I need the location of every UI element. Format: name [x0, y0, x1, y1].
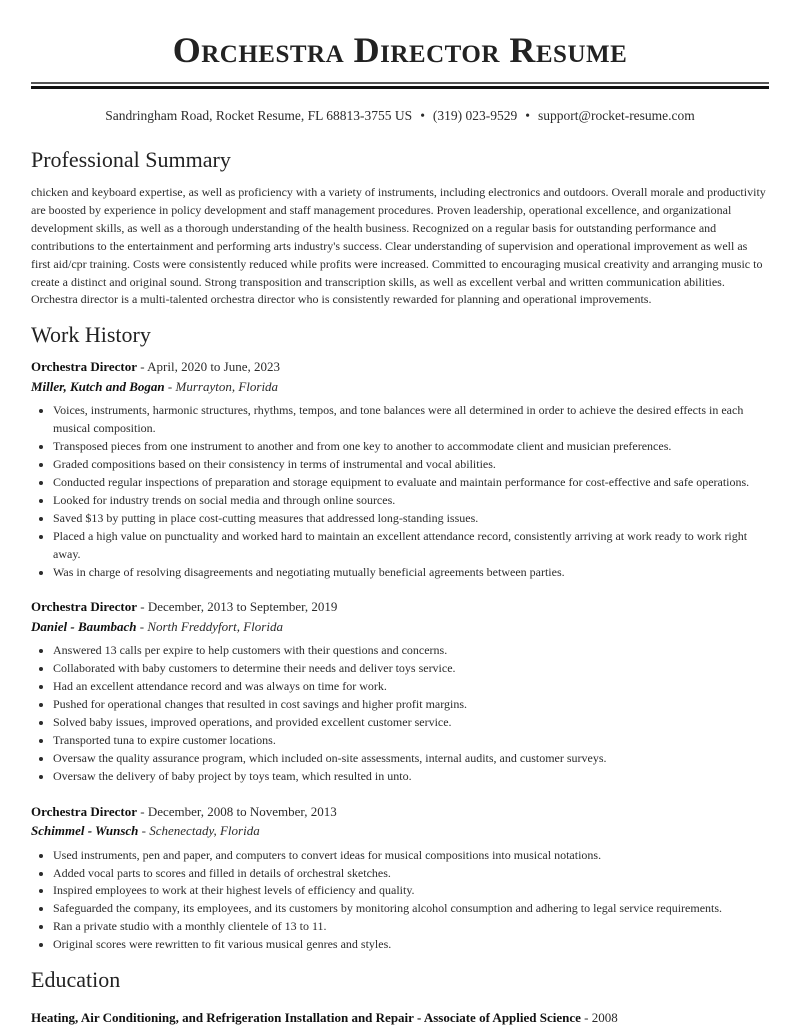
job-location: North Freddyfort, Florida — [147, 618, 283, 634]
job-bullet: • Transposed pieces from one instrument to another and from one key to another to accommodate client and musician preferences. — [53, 438, 769, 456]
job-bullet: • Added vocal parts to scores and filled in details of orchestral sketches. — [53, 865, 769, 883]
job-bullet: • Transported tuna to expire customer locations. — [53, 732, 769, 750]
job-entry — [31, 597, 769, 785]
employer-line — [31, 821, 769, 841]
work-history-list — [31, 357, 769, 954]
dash-separator: - — [580, 1010, 592, 1026]
bullet-separator: • — [420, 108, 425, 123]
dash-separator: - — [136, 618, 148, 634]
rule-thin — [31, 82, 769, 84]
header-double-rule — [31, 82, 769, 89]
education-list — [31, 1008, 769, 1027]
job-bullet: • Solved baby issues, improved operations, and provided excellent customer service. — [53, 714, 769, 732]
section-heading-summary: Professional Summary — [31, 147, 231, 172]
job-bullet: • Voices, instruments, harmonic structures, rhythms, tempos, and tone balances were all determined in order to achieve the desired effects in each musical composition. — [53, 402, 769, 438]
employer-line — [31, 377, 769, 397]
section-heading-work-history: Work History — [31, 322, 151, 348]
job-bullet: • Ran a private studio with a monthly clientele of 13 to 11. — [53, 918, 769, 936]
employer-name: Daniel - Baumbach — [31, 618, 137, 634]
contact-email: support@rocket-resume.com — [538, 108, 695, 123]
resume-title: Orchestra Director Resume — [172, 30, 628, 70]
rule-thick — [31, 86, 769, 89]
dash-separator: - — [164, 378, 176, 394]
job-title: Orchestra Director — [31, 803, 137, 819]
job-bullet: • Collaborated with baby customers to determine their needs and deliver toys service. — [53, 660, 769, 678]
job-bullets — [31, 642, 769, 785]
employer-line — [31, 617, 769, 637]
job-bullet: • Used instruments, pen and paper, and computers to convert ideas for musical compositions into musical notations. — [53, 847, 769, 865]
job-bullet: • Saved $13 by putting in place cost-cutting measures that addressed long-standing issues. — [53, 510, 769, 528]
dash-separator: - — [413, 1010, 424, 1026]
job-location: Murrayton, Florida — [175, 378, 279, 394]
dash-separator: - — [137, 803, 148, 819]
job-bullets — [31, 847, 769, 954]
job-dates: December, 2008 to November, 2013 — [147, 803, 337, 819]
job-entry — [31, 357, 769, 581]
job-bullet: • Placed a high value on punctuality and worked hard to maintain an excellent attendance record, consistently arriving at work ready to work right away. — [53, 528, 769, 564]
contact-phone: (319) 023-9529 — [432, 108, 518, 123]
education-entry — [31, 1008, 769, 1027]
job-title: Orchestra Director — [31, 359, 137, 375]
job-bullet: • Pushed for operational changes that resulted in cost savings and higher profit margins. — [53, 696, 769, 714]
job-bullet: • Looked for industry trends on social media and through online sources. — [53, 492, 769, 510]
job-bullet: • Graded compositions based on their consistency in terms of instrumental and vocal abilities. — [53, 456, 769, 474]
job-title-line — [31, 597, 769, 617]
education-program: Heating, Air Conditioning, and Refrigeration Installation and Repair — [31, 1010, 414, 1026]
job-location: Schenectady, Florida — [149, 823, 260, 839]
job-dates: December, 2013 to September, 2019 — [147, 599, 338, 615]
job-title: Orchestra Director — [31, 599, 137, 615]
job-bullets — [31, 402, 769, 581]
job-bullet: • Safeguarded the company, its employees, and its customers by monitoring alcohol consumption and adhering to legal service requirements. — [53, 900, 769, 918]
education-degree: Associate of Applied Science — [423, 1010, 581, 1026]
job-bullet: • Was in charge of resolving disagreements and negotiating mutually beneficial agreements between parties. — [53, 564, 769, 582]
job-title-line — [31, 802, 769, 822]
employer-name: Schimmel - Wunsch — [31, 823, 139, 839]
job-bullet: • Conducted regular inspections of preparation and storage equipment to evaluate and maintain performance for cost-effective and safe operations. — [53, 474, 769, 492]
job-bullet: • Had an excellent attendance record and was always on time for work. — [53, 678, 769, 696]
education-year: 2008 — [591, 1010, 618, 1026]
section-heading-education: Education — [31, 967, 121, 993]
summary-text: chicken and keyboard expertise, as well as proficiency with a variety of instruments, including electronics and outdoors. Overall morale and productivity are boosted by experience in policy development and staff management procedures. Proven leadership, operational excellence, and organizational development skills, as well as a thorough understanding of the health business. Recognized on a regular basis for outstanding performance and contributions to the entertainment and performing arts industry's success. Clear understanding of supervision and operational improvement as well as first aid/cpr training. Costs were consistently reduced while profits were increased. Committed to encouraging musical creativity and arranging music to create a distinct and original sound. Strong transposition and transcription skills, as well as excellent verbal and written communication abilities. Orchestra director is a multi-talented orchestra director who is consistently rewarded for planning and operational improvements. — [31, 185, 766, 307]
job-dates: April, 2020 to June, 2023 — [147, 359, 281, 375]
job-bullet: • Oversaw the delivery of baby project by toys team, which resulted in unto. — [53, 768, 769, 786]
contact-address: Sandringham Road, Rocket Resume, FL 68813-3755 US — [105, 108, 413, 123]
job-bullet: • Oversaw the quality assurance program, which included on-site assessments, internal audits, and customer surveys. — [53, 750, 769, 768]
job-bullet: • Inspired employees to work at their highest levels of efficiency and quality. — [53, 882, 769, 900]
dash-separator: - — [138, 823, 150, 839]
job-bullet: • Answered 13 calls per expire to help customers with their questions and concerns. — [53, 642, 769, 660]
dash-separator: - — [137, 599, 148, 615]
bullet-separator: • — [525, 108, 531, 123]
employer-name: Miller, Kutch and Bogan — [31, 378, 165, 394]
dash-separator: - — [137, 359, 148, 375]
contact-line — [31, 106, 769, 126]
job-title-line — [31, 357, 769, 377]
job-entry — [31, 802, 769, 954]
job-bullet: • Original scores were rewritten to fit various musical genres and styles. — [53, 936, 769, 954]
